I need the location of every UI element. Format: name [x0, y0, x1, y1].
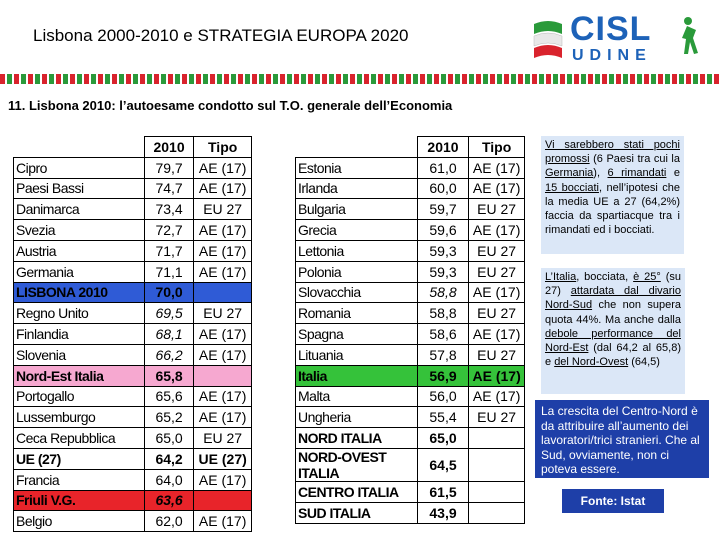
value-cell: 62,0: [144, 511, 193, 532]
value-cell: 58,8: [417, 282, 469, 303]
table-row: [14, 386, 252, 407]
value-cell: 57,8: [417, 344, 469, 365]
table-row: [296, 303, 525, 324]
note-text: del Nord-Ovest: [554, 356, 629, 369]
type-cell: AE (17): [194, 386, 252, 407]
table-row: [296, 282, 525, 303]
type-cell: EU 27: [194, 199, 252, 220]
country-cell: Finlandia: [14, 324, 145, 345]
country-cell: LISBONA 2010: [14, 282, 145, 303]
country-cell: Friuli V.G.: [14, 490, 145, 511]
table-row: [296, 199, 525, 220]
value-cell: 69,5: [144, 303, 193, 324]
country-cell: Spagna: [296, 324, 418, 345]
country-cell: NORD-OVEST ITALIA: [296, 448, 418, 481]
header-type: Tipo: [194, 137, 252, 158]
note-text: (su 27): [545, 271, 681, 298]
note-text: è 25°: [633, 271, 661, 283]
type-cell: AE (17): [194, 220, 252, 241]
type-cell: EU 27: [194, 428, 252, 449]
table-row: [296, 365, 525, 386]
country-cell: Slovenia: [14, 344, 145, 365]
type-cell: [469, 448, 525, 481]
header-blank: [296, 137, 418, 158]
type-cell: [469, 428, 525, 449]
value-cell: 65,2: [144, 407, 193, 428]
country-cell: Irlanda: [296, 178, 418, 199]
cisl-logo: [530, 10, 700, 66]
type-cell: AE (17): [194, 324, 252, 345]
value-cell: 71,1: [144, 261, 193, 282]
type-cell: EU 27: [469, 344, 525, 365]
value-cell: 65,0: [417, 428, 469, 449]
table-row: [296, 428, 525, 449]
country-cell: Belgio: [14, 511, 145, 532]
country-cell: Italia: [296, 365, 418, 386]
type-cell: EU 27: [469, 199, 525, 220]
note-text: 15 bocciati: [545, 181, 599, 194]
table-row: [14, 199, 252, 220]
table-row: [14, 469, 252, 490]
country-cell: Estonia: [296, 157, 418, 178]
country-cell: Lussemburgo: [14, 407, 145, 428]
country-cell: Regno Unito: [14, 303, 145, 324]
value-cell: 58,6: [417, 324, 469, 345]
table-row: [14, 261, 252, 282]
country-cell: CENTRO ITALIA: [296, 481, 418, 502]
table-row: [14, 344, 252, 365]
value-cell: 59,6: [417, 220, 469, 241]
type-cell: EU 27: [469, 240, 525, 261]
table-row: [296, 448, 525, 481]
type-cell: AE (17): [469, 157, 525, 178]
country-cell: Lituania: [296, 344, 418, 365]
type-cell: AE (17): [194, 469, 252, 490]
table-row: [14, 511, 252, 532]
type-cell: AE (17): [194, 240, 252, 261]
table-row: [14, 178, 252, 199]
country-cell: Romania: [296, 303, 418, 324]
country-cell: Paesi Bassi: [14, 178, 145, 199]
value-cell: 56,9: [417, 365, 469, 386]
table-row: [296, 324, 525, 345]
table-header: [296, 137, 525, 158]
header-year: 2010: [144, 137, 193, 158]
note-text: Germania: [545, 167, 594, 180]
note-centro-nord: La crescita del Centro-Nord è da attribuire all’aumento dei lavoratori/trici stranieri. Che al Sud, ovviamente, non ci poteva essere.: [535, 400, 709, 478]
note-text: (64,5): [628, 356, 660, 369]
country-cell: Cipro: [14, 157, 145, 178]
country-cell: NORD ITALIA: [296, 428, 418, 449]
logo-subtext: UDINE: [572, 47, 652, 64]
note-text: ),: [593, 167, 608, 180]
type-cell: AE (17): [469, 178, 525, 199]
note-text: 6 rimandati: [607, 167, 667, 180]
cisl-flag-mark: [530, 18, 566, 62]
table-row: [14, 157, 252, 178]
header-blank: [14, 137, 145, 158]
country-cell: Ceca Repubblica: [14, 428, 145, 449]
type-cell: AE (17): [469, 365, 525, 386]
table-header: [14, 137, 252, 158]
value-cell: 60,0: [417, 178, 469, 199]
table-row: [14, 365, 252, 386]
table-row: [14, 240, 252, 261]
value-cell: 64,2: [144, 448, 193, 469]
country-cell: Lettonia: [296, 240, 418, 261]
country-cell: Austria: [14, 240, 145, 261]
country-cell: SUD ITALIA: [296, 502, 418, 523]
value-cell: 59,3: [417, 261, 469, 282]
value-cell: 43,9: [417, 502, 469, 523]
table-row: [14, 490, 252, 511]
table-row: [14, 324, 252, 345]
table-row: [296, 344, 525, 365]
table-row: [14, 220, 252, 241]
figure-icon: [676, 16, 698, 56]
source-label: Fonte: Istat: [562, 489, 664, 513]
value-cell: 63,6: [144, 490, 193, 511]
note-text: , nell’ipotesi che la media UE a 27 (64,2%) faccia da spartiacque tra i rimandati ed i bocciati.: [545, 181, 680, 237]
value-cell: 61,5: [417, 481, 469, 502]
table-row: [296, 157, 525, 178]
note-text: Vi sarebbero stati pochi promossi: [545, 139, 680, 166]
type-cell: [194, 490, 252, 511]
table-row: [296, 220, 525, 241]
table-row: [14, 407, 252, 428]
note-text: debole performance del Nord-Est: [545, 327, 681, 355]
value-cell: 65,0: [144, 428, 193, 449]
table-row: [14, 428, 252, 449]
type-cell: AE (17): [194, 511, 252, 532]
country-cell: Ungheria: [296, 407, 418, 428]
type-cell: [469, 481, 525, 502]
table-row: [14, 448, 252, 469]
note-promossi: [541, 136, 684, 254]
country-cell: Malta: [296, 386, 418, 407]
type-cell: AE (17): [194, 157, 252, 178]
value-cell: 59,3: [417, 240, 469, 261]
note-text: e: [666, 167, 680, 180]
country-cell: Germania: [14, 261, 145, 282]
country-cell: Nord-Est Italia: [14, 365, 145, 386]
table-row: [296, 502, 525, 523]
type-cell: EU 27: [469, 303, 525, 324]
country-cell: Bulgaria: [296, 199, 418, 220]
value-cell: 72,7: [144, 220, 193, 241]
value-cell: 71,7: [144, 240, 193, 261]
table-row: [296, 386, 525, 407]
value-cell: 74,7: [144, 178, 193, 199]
country-cell: Portogallo: [14, 386, 145, 407]
type-cell: AE (17): [194, 178, 252, 199]
country-cell: Svezia: [14, 220, 145, 241]
type-cell: AE (17): [469, 220, 525, 241]
value-cell: 55,4: [417, 407, 469, 428]
value-cell: 68,1: [144, 324, 193, 345]
country-cell: Danimarca: [14, 199, 145, 220]
header-divider-stripe: [0, 74, 720, 84]
type-cell: AE (17): [194, 407, 252, 428]
table-row: [14, 282, 252, 303]
table-row: [14, 303, 252, 324]
type-cell: AE (17): [194, 261, 252, 282]
value-cell: 66,2: [144, 344, 193, 365]
type-cell: [194, 365, 252, 386]
country-cell: Polonia: [296, 261, 418, 282]
value-cell: 65,6: [144, 386, 193, 407]
header-type: Tipo: [469, 137, 525, 158]
type-cell: EU 27: [469, 407, 525, 428]
country-cell: Slovacchia: [296, 282, 418, 303]
value-cell: 59,7: [417, 199, 469, 220]
right-table: [295, 136, 525, 524]
type-cell: AE (17): [469, 386, 525, 407]
value-cell: 73,4: [144, 199, 193, 220]
type-cell: AE (17): [194, 344, 252, 365]
header-year: 2010: [417, 137, 469, 158]
type-cell: EU 27: [469, 261, 525, 282]
type-cell: [194, 282, 252, 303]
type-cell: AE (17): [469, 324, 525, 345]
page-title: Lisbona 2000-2010 e STRATEGIA EUROPA 2020: [33, 26, 409, 45]
table-row: [296, 407, 525, 428]
value-cell: 65,8: [144, 365, 193, 386]
slide-subtitle: 11. Lisbona 2010: l’autoesame condotto sul T.O. generale dell’Economia: [8, 98, 453, 113]
country-cell: UE (27): [14, 448, 145, 469]
note-italia: [541, 268, 685, 394]
table-row: [296, 261, 525, 282]
type-cell: UE (27): [194, 448, 252, 469]
note-text: (dal 64,2 al 65,8) e: [545, 342, 681, 369]
value-cell: 61,0: [417, 157, 469, 178]
note-text: che non supera quota 44%. Ma anche dalla: [545, 299, 681, 326]
table-row: [296, 481, 525, 502]
type-cell: EU 27: [194, 303, 252, 324]
country-cell: Francia: [14, 469, 145, 490]
note-text: (6 Paesi tra cui la: [589, 153, 680, 166]
note-text: attardata dal divario Nord-Sud: [545, 285, 681, 312]
value-cell: 79,7: [144, 157, 193, 178]
value-cell: 64,0: [144, 469, 193, 490]
note-text: , bocciata,: [576, 271, 634, 283]
logo-text: CISL: [570, 10, 652, 48]
table-row: [296, 240, 525, 261]
table-row: [296, 178, 525, 199]
type-cell: [469, 502, 525, 523]
value-cell: 58,8: [417, 303, 469, 324]
note-text: L’Italia: [545, 271, 577, 283]
left-table: [13, 136, 252, 532]
type-cell: AE (17): [469, 282, 525, 303]
country-cell: Grecia: [296, 220, 418, 241]
value-cell: 64,5: [417, 448, 469, 481]
value-cell: 70,0: [144, 282, 193, 303]
value-cell: 56,0: [417, 386, 469, 407]
